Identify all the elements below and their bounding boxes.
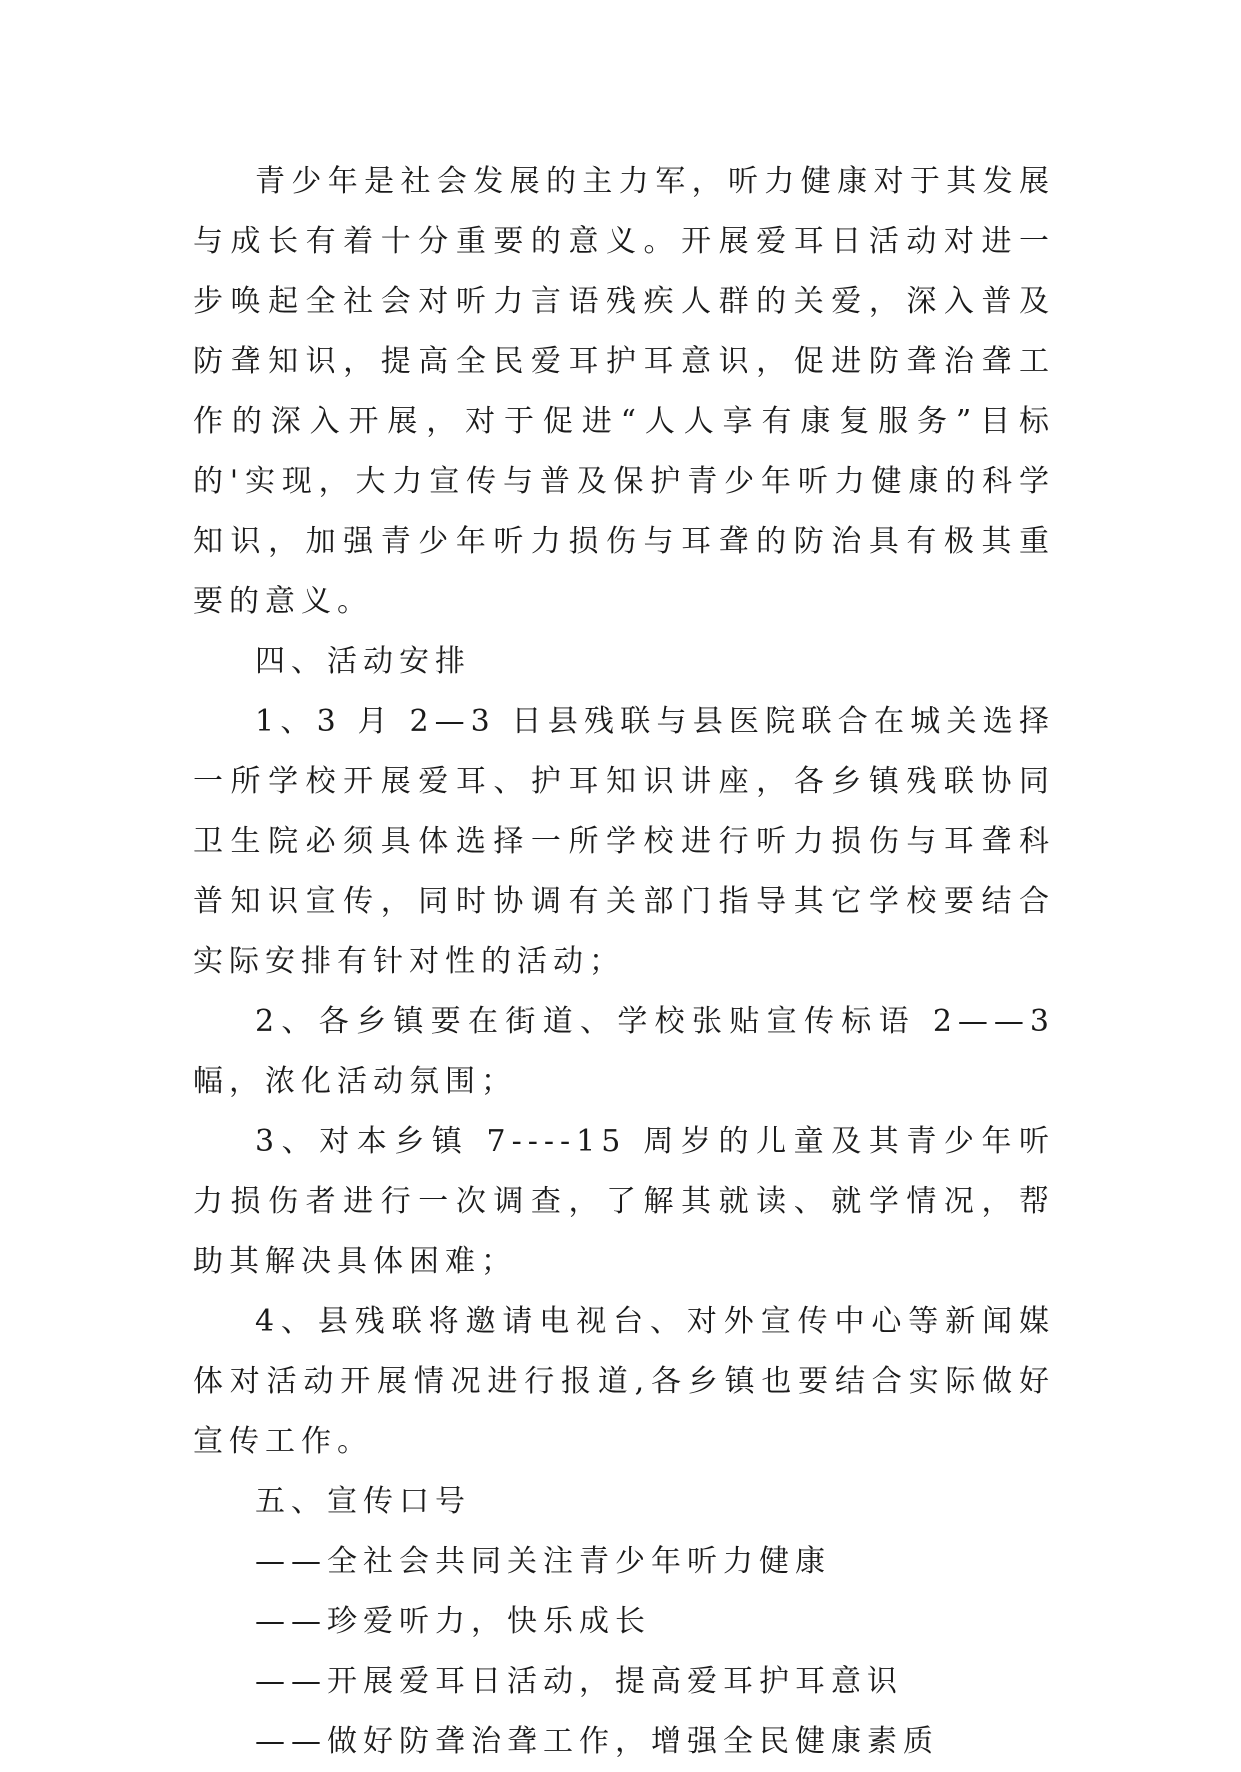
document-page	[193, 152, 1055, 1772]
activity-item-3: 3、对本乡镇 7----15 周岁的儿童及其青少年听力损伤者进行一次调查，了解其就读、就学情况，帮助其解决具体困难；	[193, 1124, 1055, 1279]
intro-paragraph: 青少年是社会发展的主力军，听力健康对于其发展与成长有着十分重要的意义。开展爱耳日活动对进一步唤起全社会对听力言语残疾人群的关爱，深入普及防聋知识，提高全民爱耳护耳意识，促进防聋治聋工作的深入开展，对于促进“人人享有康复服务”目标的'实现，大力宣传与普及保护青少年听力健康的科学知识，加强青少年听力损伤与耳聋的防治具有极其重要的意义。	[193, 164, 1055, 619]
slogan-line: ——做好防聋治聋工作，增强全民健康素质	[255, 1724, 939, 1759]
activity-item-4: 4、县残联将邀请电视台、对外宣传中心等新闻媒体对活动开展情况进行报道,各乡镇也要结合实际做好宣传工作。	[193, 1304, 1055, 1459]
activity-item-1: 1、3 月 2—3 日县残联与县医院联合在城关选择一所学校开展爱耳、护耳知识讲座，各乡镇残联协同卫生院必须具体选择一所学校进行听力损伤与耳聋科普知识宣传，同时协调有关部门指导其它学校要结合实际安排有针对性的活动；	[193, 704, 1055, 979]
slogan-line: ——开展爱耳日活动，提高爱耳护耳意识	[255, 1664, 903, 1699]
activity-item-2: 2、各乡镇要在街道、学校张贴宣传标语 2——3 幅，浓化活动氛围；	[193, 1004, 1055, 1099]
section-heading-slogans: 五、宣传口号	[255, 1484, 471, 1519]
slogan-line: ——珍爱听力，快乐成长	[255, 1604, 651, 1639]
section-heading-activities: 四、活动安排	[255, 644, 471, 679]
slogan-line: ——全社会共同关注青少年听力健康	[255, 1544, 831, 1579]
